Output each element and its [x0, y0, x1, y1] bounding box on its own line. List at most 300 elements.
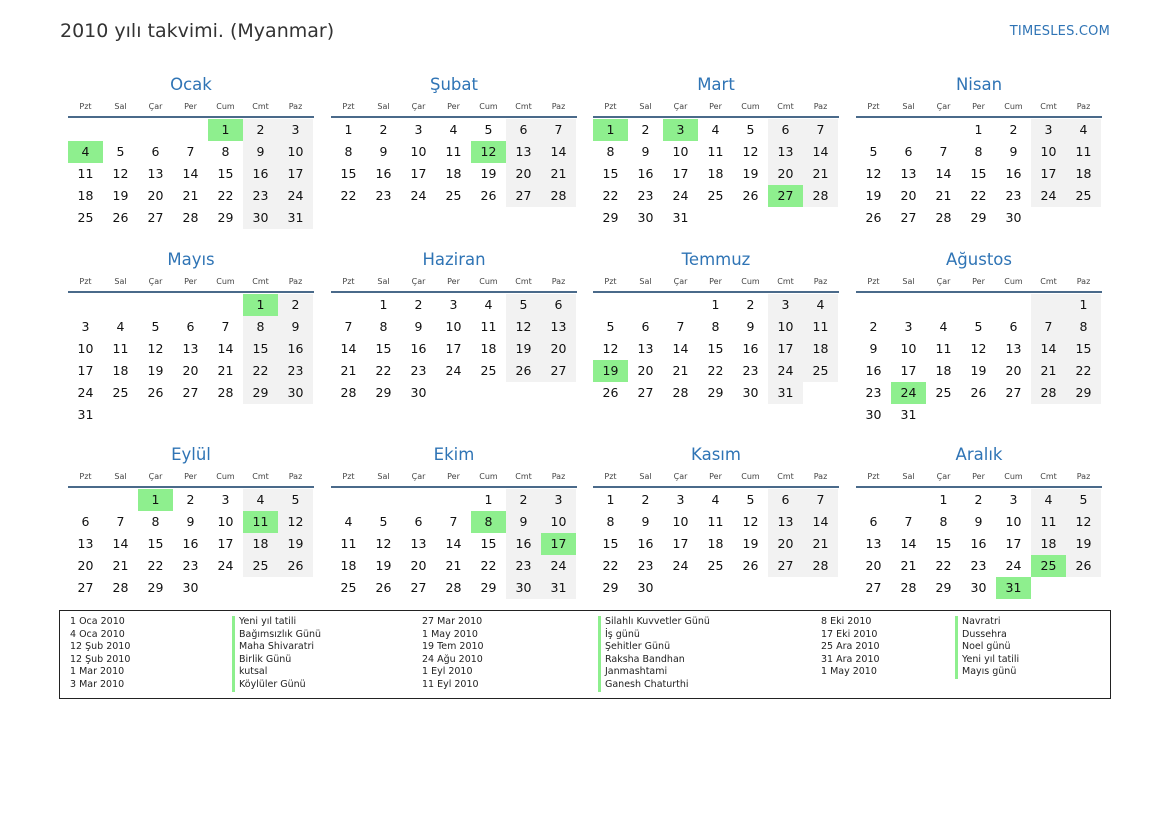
weekday-label: Pzt — [604, 277, 617, 286]
weekday-label: Cum — [479, 102, 498, 111]
month-calendar — [593, 72, 839, 229]
holiday-date: 12 Şub 2010 — [70, 653, 131, 665]
day-cell: 20 — [637, 363, 654, 378]
day-cell: 18 — [112, 363, 129, 378]
weekday-label: Çar — [673, 102, 688, 111]
day-cell: 9 — [974, 514, 983, 529]
day-cell: 20 — [147, 188, 164, 203]
day-cell: 24 — [1005, 558, 1022, 573]
days-grid — [68, 294, 314, 426]
day-cell: 19 — [742, 536, 759, 551]
holiday-date: 31 Ara 2010 — [821, 653, 880, 665]
weekday-label: Çar — [411, 102, 426, 111]
day-cell: 1 — [484, 492, 493, 507]
weekday-label: Çar — [148, 277, 163, 286]
day-cell: 30 — [182, 580, 199, 595]
day-cell: 19 — [742, 166, 759, 181]
month-calendar — [593, 442, 839, 599]
day-empty — [856, 294, 891, 316]
day-cell: 17 — [445, 341, 462, 356]
day-empty — [628, 294, 663, 316]
day-cell: 26 — [1066, 555, 1101, 577]
day-cell: 25 — [707, 558, 724, 573]
day-cell: 8 — [379, 319, 388, 334]
day-cell: 1 — [344, 122, 353, 137]
day-cell: 27 — [77, 580, 94, 595]
weekday-label: Çar — [936, 102, 951, 111]
day-cell: 23 — [506, 555, 541, 577]
day-cell: 24 — [278, 185, 313, 207]
weekday-label: Paz — [813, 472, 828, 481]
day-empty — [996, 294, 1031, 316]
day-cell: 13 — [768, 511, 803, 533]
days-grid — [331, 119, 577, 207]
weekday-label: Cum — [741, 472, 760, 481]
day-cell: 13 — [865, 536, 882, 551]
day-cell: 8 — [606, 144, 615, 159]
day-cell: 19 — [1066, 533, 1101, 555]
weekday-label: Sal — [114, 472, 127, 481]
day-cell: 11 — [77, 166, 94, 181]
day-cell: 10 — [672, 144, 689, 159]
day-cell: 21 — [1031, 360, 1066, 382]
day-cell: 18 — [77, 188, 94, 203]
holiday-date: 1 Eyl 2010 — [422, 666, 473, 678]
day-cell: 29 — [480, 580, 497, 595]
day-cell: 26 — [112, 210, 129, 225]
day-cell: 8 — [1066, 316, 1101, 338]
day-cell: 2 — [974, 492, 983, 507]
day-cell: 13 — [77, 536, 94, 551]
holiday-date: 1 Mar 2010 — [70, 666, 125, 678]
day-empty — [68, 489, 103, 511]
day-cell: 27 — [865, 580, 882, 595]
weekday-header — [856, 468, 1102, 488]
holidays-box — [59, 610, 1111, 699]
day-cell: 13 — [637, 341, 654, 356]
day-cell: 22 — [970, 188, 987, 203]
day-cell: 24 — [1031, 185, 1066, 207]
month-calendar — [331, 442, 577, 599]
day-empty — [926, 294, 961, 316]
holiday-name: Maha Shivaratri — [239, 641, 315, 653]
weekday-label: Cum — [1004, 102, 1023, 111]
day-cell: 14 — [340, 341, 357, 356]
day-cell: 4 — [711, 122, 720, 137]
day-holiday: 12 — [471, 141, 506, 163]
day-holiday: 27 — [768, 185, 803, 207]
day-cell: 23 — [865, 385, 882, 400]
holiday-name: Silahlı Kuvvetler Günü — [605, 616, 710, 627]
day-cell: 10 — [768, 316, 803, 338]
day-cell: 15 — [970, 166, 987, 181]
weekday-label: Pzt — [79, 472, 92, 481]
day-cell: 9 — [414, 319, 423, 334]
weekday-label: Pzt — [79, 102, 92, 111]
day-cell: 4 — [344, 514, 353, 529]
day-cell: 6 — [869, 514, 878, 529]
weekday-label: Cum — [216, 277, 235, 286]
day-cell: 29 — [602, 210, 619, 225]
day-cell: 27 — [410, 580, 427, 595]
day-cell: 13 — [182, 341, 199, 356]
weekday-label: Paz — [551, 472, 566, 481]
weekday-label: Paz — [288, 102, 303, 111]
day-cell: 29 — [602, 580, 619, 595]
day-cell: 11 — [707, 144, 724, 159]
holiday-date: 27 Mar 2010 — [422, 616, 483, 627]
month-name: Ocak — [170, 75, 212, 94]
day-cell: 30 — [278, 382, 313, 404]
day-cell: 12 — [375, 536, 392, 551]
weekday-label: Paz — [813, 277, 828, 286]
weekday-label: Sal — [639, 472, 652, 481]
page-title: 2010 yılı takvimi. (Myanmar) — [60, 20, 335, 42]
day-cell: 15 — [707, 341, 724, 356]
day-cell: 7 — [939, 144, 948, 159]
weekday-label: Per — [709, 472, 722, 481]
weekday-header — [331, 468, 577, 488]
month-name: Mart — [697, 75, 735, 94]
holiday-date: 12 Şub 2010 — [70, 641, 131, 653]
day-cell: 26 — [970, 385, 987, 400]
month-calendar — [856, 247, 1102, 426]
day-cell: 21 — [935, 188, 952, 203]
month-calendar — [68, 72, 314, 229]
day-cell: 3 — [904, 319, 913, 334]
month-name: Nisan — [955, 75, 1003, 94]
month-name: Ağustos — [946, 250, 1012, 269]
holiday-date: 11 Eyl 2010 — [422, 678, 479, 690]
day-cell: 25 — [935, 385, 952, 400]
day-cell: 30 — [1005, 210, 1022, 225]
weekday-label: Sal — [639, 102, 652, 111]
month-name: Kasım — [691, 445, 741, 464]
day-cell: 28 — [340, 385, 357, 400]
weekday-header — [593, 468, 839, 488]
weekday-header — [68, 273, 314, 293]
day-cell: 21 — [445, 558, 462, 573]
weekday-label: Cum — [741, 277, 760, 286]
day-cell: 12 — [602, 341, 619, 356]
day-cell: 4 — [449, 122, 458, 137]
day-cell: 24 — [541, 555, 576, 577]
day-cell: 30 — [637, 580, 654, 595]
weekday-label: Paz — [288, 277, 303, 286]
days-grid — [856, 489, 1102, 599]
day-cell: 14 — [112, 536, 129, 551]
day-empty — [138, 119, 173, 141]
weekday-header — [593, 98, 839, 118]
day-cell: 18 — [480, 341, 497, 356]
day-cell: 9 — [506, 511, 541, 533]
day-cell: 22 — [602, 558, 619, 573]
day-cell: 7 — [904, 514, 913, 529]
day-cell: 9 — [379, 144, 388, 159]
day-cell: 21 — [182, 188, 199, 203]
weekday-label: Pzt — [79, 277, 92, 286]
day-cell: 18 — [243, 533, 278, 555]
day-cell: 17 — [217, 536, 234, 551]
day-holiday: 3 — [663, 119, 698, 141]
weekday-label: Cum — [741, 102, 760, 111]
weekday-label: Cmt — [252, 102, 269, 111]
day-cell: 3 — [221, 492, 230, 507]
day-cell: 26 — [865, 210, 882, 225]
day-cell: 28 — [803, 555, 838, 577]
day-cell: 15 — [602, 166, 619, 181]
day-cell: 25 — [445, 188, 462, 203]
day-cell: 6 — [186, 319, 195, 334]
day-cell: 20 — [506, 163, 541, 185]
day-cell: 1 — [939, 492, 948, 507]
day-cell: 6 — [768, 489, 803, 511]
day-cell: 19 — [375, 558, 392, 573]
day-cell: 21 — [672, 363, 689, 378]
day-cell: 6 — [81, 514, 90, 529]
day-cell: 12 — [278, 511, 313, 533]
holiday-date: 24 Ağu 2010 — [422, 653, 483, 665]
day-cell: 14 — [900, 536, 917, 551]
day-holiday: 17 — [541, 533, 576, 555]
day-cell: 10 — [445, 319, 462, 334]
weekday-label: Cmt — [777, 277, 794, 286]
day-cell: 2 — [506, 489, 541, 511]
weekday-label: Cum — [1004, 472, 1023, 481]
day-empty — [173, 294, 208, 316]
weekday-label: Paz — [288, 472, 303, 481]
day-cell: 27 — [182, 385, 199, 400]
day-cell: 11 — [935, 341, 952, 356]
day-cell: 20 — [768, 163, 803, 185]
holiday-name: Yeni yıl tatili — [239, 616, 297, 627]
day-cell: 21 — [803, 533, 838, 555]
day-cell: 14 — [935, 166, 952, 181]
day-empty — [173, 119, 208, 141]
day-cell: 13 — [541, 316, 576, 338]
day-cell: 14 — [803, 141, 838, 163]
day-cell: 22 — [602, 188, 619, 203]
day-cell: 23 — [182, 558, 199, 573]
day-cell: 26 — [480, 188, 497, 203]
day-cell: 4 — [939, 319, 948, 334]
day-cell: 14 — [217, 341, 234, 356]
weekday-label: Cum — [1004, 277, 1023, 286]
weekday-label: Çar — [411, 472, 426, 481]
day-cell: 21 — [112, 558, 129, 573]
weekday-label: Paz — [551, 102, 566, 111]
day-cell: 28 — [672, 385, 689, 400]
weekday-label: Per — [972, 277, 985, 286]
weekday-label: Sal — [114, 277, 127, 286]
weekday-label: Sal — [114, 102, 127, 111]
day-cell: 9 — [746, 319, 755, 334]
weekday-label: Çar — [673, 277, 688, 286]
day-cell: 11 — [445, 144, 462, 159]
day-cell: 10 — [1005, 514, 1022, 529]
day-holiday: 1 — [243, 294, 278, 316]
holiday-names-column — [955, 616, 1019, 679]
day-cell: 8 — [151, 514, 160, 529]
weekday-label: Cmt — [1040, 102, 1057, 111]
month-name: Eylül — [171, 445, 211, 464]
day-cell: 3 — [676, 492, 685, 507]
day-cell: 12 — [742, 514, 759, 529]
weekday-label: Sal — [377, 102, 390, 111]
holiday-name: Köylüler Günü — [239, 678, 306, 690]
day-cell: 17 — [1005, 536, 1022, 551]
day-holiday: 25 — [1031, 555, 1066, 577]
day-cell: 18 — [445, 166, 462, 181]
holiday-name: kutsal — [239, 666, 268, 678]
day-cell: 5 — [151, 319, 160, 334]
holiday-name: Birlik Günü — [239, 653, 292, 665]
day-cell: 27 — [506, 185, 541, 207]
day-cell: 31 — [900, 407, 917, 422]
day-cell: 7 — [116, 514, 125, 529]
holiday-date: 3 Mar 2010 — [70, 678, 125, 690]
day-cell: 13 — [506, 141, 541, 163]
weekday-label: Çar — [148, 472, 163, 481]
day-cell: 16 — [637, 536, 654, 551]
weekday-label: Pzt — [342, 102, 355, 111]
day-cell: 22 — [1066, 360, 1101, 382]
day-cell: 29 — [147, 580, 164, 595]
month-name: Temmuz — [681, 250, 751, 269]
day-cell: 25 — [803, 360, 838, 382]
days-grid — [593, 119, 839, 229]
day-cell: 4 — [243, 489, 278, 511]
weekday-label: Per — [972, 102, 985, 111]
day-cell: 30 — [243, 207, 278, 229]
day-cell: 14 — [672, 341, 689, 356]
day-cell: 22 — [375, 363, 392, 378]
day-cell: 23 — [410, 363, 427, 378]
weekday-label: Çar — [411, 277, 426, 286]
day-cell: 29 — [707, 385, 724, 400]
month-calendar — [856, 72, 1102, 229]
day-cell: 18 — [935, 363, 952, 378]
holiday-name: Bağımsızlık Günü — [239, 628, 322, 640]
day-cell: 27 — [541, 360, 576, 382]
weekday-label: Pzt — [342, 277, 355, 286]
day-cell: 15 — [340, 166, 357, 181]
day-cell: 16 — [182, 536, 199, 551]
day-cell: 28 — [445, 580, 462, 595]
weekday-label: Per — [184, 472, 197, 481]
day-cell: 28 — [112, 580, 129, 595]
day-cell: 3 — [81, 319, 90, 334]
day-holiday: 19 — [593, 360, 628, 382]
month-calendar — [331, 247, 577, 404]
holiday-date: 25 Ara 2010 — [821, 641, 880, 653]
day-cell: 10 — [900, 341, 917, 356]
weekday-label: Cmt — [252, 277, 269, 286]
month-calendar — [593, 247, 839, 404]
day-cell: 10 — [77, 341, 94, 356]
weekday-label: Per — [184, 102, 197, 111]
day-cell: 17 — [77, 363, 94, 378]
month-calendar — [856, 442, 1102, 599]
day-empty — [103, 489, 138, 511]
weekday-label: Per — [184, 277, 197, 286]
weekday-label: Cum — [479, 472, 498, 481]
holiday-name: İş günü — [605, 628, 640, 640]
weekday-label: Çar — [673, 472, 688, 481]
site-link[interactable]: TIMESLES.COM — [1009, 24, 1110, 39]
weekday-header — [68, 468, 314, 488]
day-empty — [593, 294, 628, 316]
day-cell: 7 — [344, 319, 353, 334]
day-empty — [926, 119, 961, 141]
day-cell: 6 — [768, 119, 803, 141]
day-cell: 13 — [410, 536, 427, 551]
weekday-label: Sal — [902, 102, 915, 111]
day-cell: 16 — [742, 341, 759, 356]
day-empty — [401, 489, 436, 511]
day-cell: 9 — [1009, 144, 1018, 159]
day-cell: 4 — [484, 297, 493, 312]
day-cell: 14 — [182, 166, 199, 181]
day-cell: 10 — [278, 141, 313, 163]
day-cell: 26 — [375, 580, 392, 595]
day-cell: 12 — [147, 341, 164, 356]
holiday-name: Şehitler Günü — [605, 641, 671, 653]
day-cell: 6 — [506, 119, 541, 141]
day-cell: 24 — [672, 558, 689, 573]
day-cell: 18 — [1066, 163, 1101, 185]
day-cell: 6 — [904, 144, 913, 159]
day-cell: 1 — [606, 492, 615, 507]
holiday-name: Dussehra — [962, 628, 1007, 640]
weekday-header — [331, 273, 577, 293]
day-cell: 3 — [1009, 492, 1018, 507]
day-cell: 5 — [746, 492, 755, 507]
holiday-name: Yeni yıl tatili — [962, 653, 1020, 665]
weekday-label: Sal — [902, 277, 915, 286]
day-cell: 28 — [1031, 382, 1066, 404]
day-cell: 31 — [768, 382, 803, 404]
day-cell: 25 — [480, 363, 497, 378]
day-cell: 16 — [970, 536, 987, 551]
holiday-date: 4 Oca 2010 — [70, 628, 125, 640]
day-cell: 1 — [974, 122, 983, 137]
day-cell: 21 — [217, 363, 234, 378]
day-cell: 17 — [900, 363, 917, 378]
day-cell: 2 — [379, 122, 388, 137]
day-cell: 15 — [480, 536, 497, 551]
days-grid — [593, 294, 839, 404]
weekday-label: Cmt — [515, 472, 532, 481]
day-cell: 5 — [379, 514, 388, 529]
day-cell: 5 — [606, 319, 615, 334]
day-cell: 20 — [768, 533, 803, 555]
day-cell: 26 — [506, 360, 541, 382]
day-empty — [436, 489, 471, 511]
day-cell: 3 — [1031, 119, 1066, 141]
day-cell: 11 — [1066, 141, 1101, 163]
day-empty — [891, 119, 926, 141]
day-cell: 2 — [1009, 122, 1018, 137]
weekday-label: Cum — [216, 472, 235, 481]
day-cell: 7 — [1031, 316, 1066, 338]
day-cell: 28 — [935, 210, 952, 225]
day-cell: 22 — [340, 188, 357, 203]
day-cell: 30 — [970, 580, 987, 595]
day-cell: 27 — [147, 210, 164, 225]
day-cell: 15 — [217, 166, 234, 181]
day-cell: 20 — [1005, 363, 1022, 378]
